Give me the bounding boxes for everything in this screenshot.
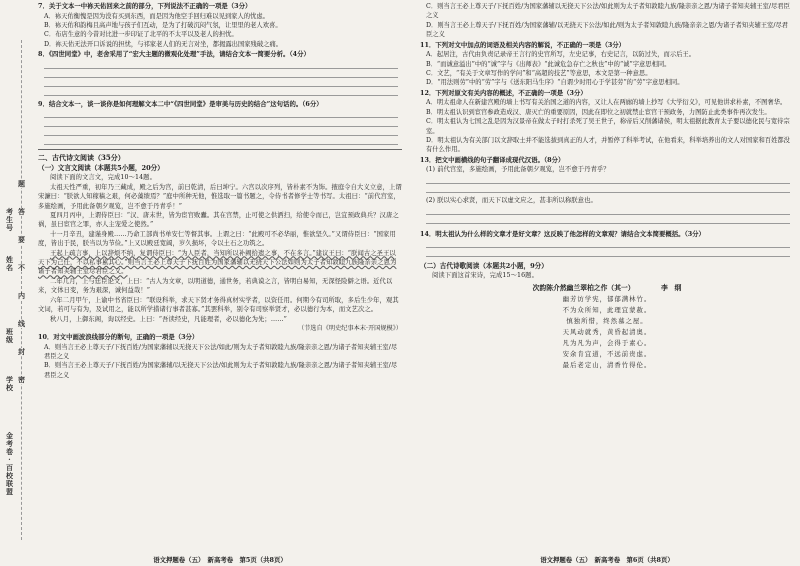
question-11 xyxy=(420,41,794,88)
answer-line[interactable] xyxy=(426,175,790,184)
q14-stem: 14．明太祖认为什么样的文章才是好文章？这反映了他怎样的文章观？请结合文本简要概括。（3分） xyxy=(420,229,705,238)
q11-option-b: B．“而诚意溢出”中的“诚”字与《出师表》“此诚危急存亡之秋也”中的“诚”字意思相同。 xyxy=(426,60,671,68)
poem xyxy=(420,283,794,371)
answer-line[interactable] xyxy=(44,136,398,145)
q12-option-c: C．明太祖认为七国之乱是因为汉景帝在做太子时打杀死了吴王世子，称帝后又削藩诸侯，明太祖据此教育太子要以德化民与宽待宗室。 xyxy=(426,118,790,135)
answer-line[interactable] xyxy=(44,109,398,118)
q9-stem: 9．结合文本一，谈一谈你是如何理解文本二中“《四世同堂》是审美与历史的结合”这句话的。（6分） xyxy=(38,99,323,108)
q7-option-b: B．袮天佑和韵梅且高声地与孩子们互动，是为了打破沉闷气氛，让里里的老人欢喜。 xyxy=(44,22,282,29)
poem-line: 安余肯宜道，不远前贵虑。 xyxy=(562,349,652,358)
poem-line: 幽芳访学宪，郁郁满林竹。 xyxy=(562,294,652,303)
q11-stem: 11．下列对文中加点的词语及相关内容的解说，不正确的一项是（3分） xyxy=(420,40,626,49)
reading-intro: 阅读下面的文言文，完成10～14题。 xyxy=(50,174,156,182)
poem-author: 李 纲 xyxy=(660,283,682,292)
q11-option-c: C．文艺，“有关于文章写作的学问”和“高超的技艺”等意思，本文是第一种意思。 xyxy=(426,70,652,78)
passage-paragraph: 二年几月，上与廷臣论文，上曰：“古人为文章，以明道德，通世务，若典谟之言，皆明白易知，无深怪险僻之语。近代以来，文体日变，务为艰深，诚何益哉！” xyxy=(38,277,393,295)
seal-char: 题 xyxy=(18,179,25,188)
poem-line: 凡为凡为声，会得于素心。 xyxy=(562,338,652,347)
q13-item-1: (1) 前代宫室，多施绘画，予用此备朝夕观览，岂不愈于丹青乎？ xyxy=(426,165,610,174)
gutter-class-label: 班级 xyxy=(6,327,13,344)
question-7 xyxy=(38,2,402,49)
seal-line xyxy=(21,40,22,540)
poem-title-text: 次韵陈介然幽兰翠柏之作（其一） xyxy=(532,283,635,292)
poem-intro: 阅读下面这首宋诗，完成15～16题。 xyxy=(432,272,538,280)
seal-char: 封 xyxy=(18,347,25,356)
answer-line[interactable] xyxy=(426,206,790,215)
q8-stem: 8．《四世同堂》中，老舍采用了“宏大主题的微观化处理”手法，请结合文本一简要分析。（4分） xyxy=(38,50,310,59)
passage-paragraph: 六年二月甲午，上谕中书省臣曰：“联设科举，求天下贤才务得真材实学者，以资任用。何期今有司所取，多后生少年，观其文词，若可与有为，及试用之，能以所学措诸行事者甚寡。”其罢科举，别令有司察举贤才，必以德行为本，而文艺次之。 xyxy=(38,296,399,314)
gutter-name-label: 姓名 xyxy=(6,255,13,272)
seal-char: 要 xyxy=(18,235,25,244)
q10-option-c: C．则当言王必上尊天子/下抚百姓/为国家藩辅以无挠天下公法/如此则为太子者知敦睦九族/隆亲亲之恩/为诸子者知夹辅王室/尽君臣之义 xyxy=(426,3,790,20)
passage-paragraph: 太祖天性严重，初年乃三藏成，殿之后为宫，前曰乾清，后曰坤宁。六宫以次序列，皆朴素不为饰。掖庭令自大义立意，上谓宋濂曰：“朕欲人知稼穑之艰，何必藻缋焉？”庭中所种无他，惟选取一篇书题之，令侍书者修学士等书写。太祖曰：“前代宫室，多施绘画，予用此备朝夕观览，岂不愈于丹青乎！” xyxy=(38,183,402,210)
q7-option-a: A．袮天佑衡愧是因为没有买到东西，而是因为他空手回归难以见到家人的忧虑。 xyxy=(44,12,269,20)
q10-option-b: B．则当言王必上尊天子/下抚百姓/为国家藩辅/以无挠天下公法/如此则为太子者知敦睦九族/隆亲亲之恩/为诸子者知夹辅王室/尽君臣之义 xyxy=(44,362,398,379)
answer-line[interactable] xyxy=(44,69,398,78)
q13-stem: 13．把文中画横线的句子翻译成现代汉语。（8分） xyxy=(420,155,565,164)
answer-line[interactable] xyxy=(44,118,398,127)
q7-option-d: D．袮天佑无法开口诉说的担忧，与祁家老人们的无言对坐，都揭露出国家残破之痛。 xyxy=(44,40,283,48)
seal-char: 不 xyxy=(18,263,25,272)
passage-paragraph-wavy: 王起上疏言事，上以辞烦不纳，复谓侍臣曰：“为人臣者，当知所以补阙拾遗之事，不在多言。”建议王曰：“朕闻古之圣王以天下为己任，不以私事累其心。”则当言王必上尊天子下抚百姓为国家藩辅以无挠天下公法如则为太子者知敦睦九族隆亲亲之恩为诸子者知夹辅王室尽君臣之义。 xyxy=(38,249,397,276)
q11-option-d: D．“用法则劳”中的“劳”字与《送东阳马生序》“自谓少时用心于学甚劳”的“劳”字意思相同。 xyxy=(426,79,684,87)
question-9 xyxy=(38,100,402,146)
right-footer: 语文押题卷（五） 新高考卷 第6页（共8页） xyxy=(540,556,674,564)
answer-line[interactable] xyxy=(44,78,398,87)
right-page xyxy=(420,2,794,564)
q12-option-b: B．明太祖认识到宦官参政造成汉、唐灭亡的重要原因，因此在即位之初就禁止宦官干预政务，力图防止此类事件再次发生。 xyxy=(426,108,771,116)
q12-option-d: D．明太祖认为有关部门以文辞取士并不能选拔到真正的人才，并暂停了科举考试，在他看来，科举培养出的文人对国家和百姓都没有什么作用。 xyxy=(426,137,790,154)
gutter-examno-label: 考生号 xyxy=(6,207,13,232)
q10-option-d: D．则当言王必上尊天子/下抚百姓/为国家藩辅/以无挠天下公法/如此/则为太子者知敦睦九族/隆亲亲之恩/为诸子者知夹辅王室/尽君臣之义 xyxy=(426,21,789,39)
passage-paragraph: 秋八月，上御东阁，询以经史。上曰：“吾读经史，凡能理者，必以德化为先；……” xyxy=(50,315,287,323)
seal-char: 内 xyxy=(18,291,25,300)
question-13 xyxy=(420,156,794,224)
q7-option-c: C．布店生意的今昔对比进一步印证了北平的不太平以及老人的担忧。 xyxy=(44,31,238,39)
passage-source: （节选自《明史纪事本末·开国规模》） xyxy=(297,324,402,332)
q7-stem: 7．关于文本一中袮天佑回来之前的部分，下列说法不正确的一项是（3分） xyxy=(38,2,252,10)
answer-line[interactable] xyxy=(426,239,790,248)
section-2-heading: 二、古代诗文阅读（35分） xyxy=(38,153,125,163)
poem-line: 最后老定山，清香竹得伦。 xyxy=(562,360,652,369)
question-14 xyxy=(420,230,794,258)
answer-line[interactable] xyxy=(44,60,398,69)
question-10 xyxy=(38,333,402,380)
gutter-school-label: 学校 xyxy=(6,375,13,392)
poem-title xyxy=(420,283,794,294)
answer-line[interactable] xyxy=(426,184,790,193)
answer-line[interactable] xyxy=(44,127,398,136)
poem-line: 天风动就秀，黄昏起清奥。 xyxy=(562,327,652,336)
answer-line[interactable] xyxy=(44,87,398,96)
q10-stem: 10．对文中画波浪线部分的断句，正确的一项是（3分） xyxy=(38,332,199,341)
q11-option-a: A．起居注，古代由负责记录帝王言行的史官所写，左史记事，右史记言，以防过失，而示后王。 xyxy=(426,51,696,59)
seal-char: 线 xyxy=(18,319,25,328)
answer-line[interactable] xyxy=(426,215,790,224)
answer-line[interactable] xyxy=(426,248,790,257)
q13-item-2: (2) 朕以实心求贤，而天下以虚文应之，甚非所以称朕意也。 xyxy=(426,196,597,205)
seal-char: 密 xyxy=(18,375,25,384)
poem-line: 慎独所惜，终然慕之屋。 xyxy=(566,316,648,325)
q10-option-a: A．则当言王必上尊天子/下抚百姓/为国家藩辅以无挠天下公法/如此/则为太子者知敦睦九族/隆亲亲之恩/为诸子者知夹辅王室/尽君臣之义 xyxy=(44,343,398,360)
subsection-1-heading: （一）文言文阅读（本题共5小题，20分） xyxy=(38,164,164,173)
poem-line: 不为众所知，此理宜蒙赦。 xyxy=(562,305,652,314)
gutter-brand: 金考卷·百校联盟 xyxy=(6,431,13,496)
binding-gutter xyxy=(4,40,36,540)
question-8 xyxy=(38,50,402,96)
passage-paragraph: 夏四月丙申，上谓侍臣曰：“汉、唐末世，皆为宦官败蠹。其在宫禁，止可使之供洒扫，给使令而已，岂宜预政典兵？汉唐之祸，虽曰宦官之罪，亦人主宠爱之使然。” xyxy=(38,212,399,229)
subsection-2-heading: （二）古代诗歌阅读（本题共2小题，9分） xyxy=(420,262,548,271)
left-page xyxy=(38,2,402,564)
question-12 xyxy=(420,89,794,155)
q12-option-a: A．明太祖命人在新建宫殿的墙上书写有关治国之道的内容，又让人在两廊的墙上抄写《大学衍义》，可见他讲求朴素，不图奢华。 xyxy=(426,99,787,107)
left-footer: 语文押题卷（五） 新高考卷 第5页（共8页） xyxy=(153,556,287,564)
seal-char: 答 xyxy=(18,207,25,216)
section-divider xyxy=(38,149,402,150)
passage-paragraph: 十一月辛丑，建谨身殿……乃命工部尚书单安仁等督其事。上谓之曰：“此殿可不必华丽，惟欲坚久。”又谓侍臣曰：“国家用度，皆出于民，朕当以为节俭。”上又以殿廷宽阔，岁久损坏，令以土石之功筑之。 xyxy=(38,230,396,248)
q12-stem: 12．下列对原文有关内容的概述，不正确的一项是（3分） xyxy=(420,88,587,97)
